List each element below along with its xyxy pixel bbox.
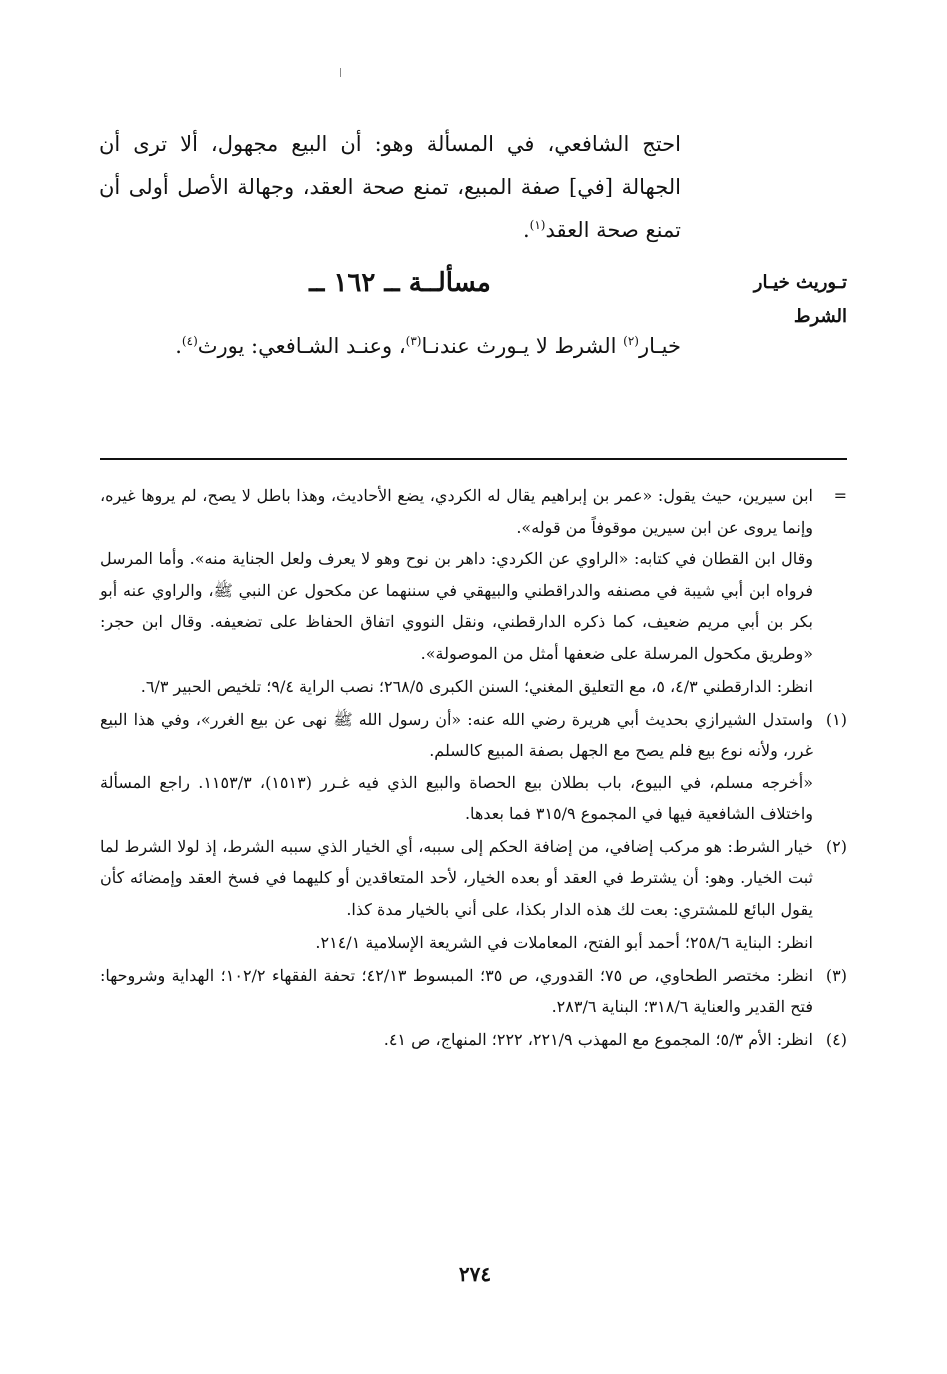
scan-mark xyxy=(340,68,341,77)
footnote-separator xyxy=(100,458,847,460)
opening-paragraph xyxy=(99,123,681,252)
footnote-text: انظر: الأم ٥/٣؛ المجموع مع المهذب ٢٢١/٩، ٢٢٢؛ المنهاج، ص ٤١. xyxy=(383,1029,813,1049)
footnote-text: انظر: مختصر الطحاوي، ص ٧٥؛ القدوري، ص ٣٥؛ المبسوط ٤٢/١٣؛ تحفة الفقهاء ١٠٢/٢؛ الهداية وشروحها: فتح القدير والعناية ٣١٨/٦؛ البناية ٢٨٣/٦. xyxy=(100,965,814,1016)
margin-note: تـوريث خيـار الشرط xyxy=(753,272,847,327)
footnote-continued xyxy=(100,480,847,703)
footnote-mark: (٤) xyxy=(825,1029,847,1049)
footnote-4 xyxy=(100,1024,847,1056)
footnotes xyxy=(100,480,847,1055)
footnote-mark: (٣) xyxy=(825,965,847,985)
footnote-ref[interactable]: (١) xyxy=(529,218,546,232)
footnote-1 xyxy=(100,704,847,830)
footnote-text: خيار الشرط: هو مركب إضافي، من إضافة الحكم إلى سببه، أي الخيار الذي سببه الشرط، إذ لولا الشرط لما ثبت الخيار. وهو: أن يشترط في العقد أو بعده الخيار، لأحد المتعاقدين أو كليهما في فسخ العقد وإمضائه كأن يقول البائع للمشتري: بعت لك هذه الدار بكذا، على أني بالخيار مدة كذا. xyxy=(100,836,813,919)
footnote-mark: (١) xyxy=(825,709,847,729)
page-number: ٢٧٤ xyxy=(458,1262,492,1286)
footnote-text: ابن سيرين، حيث يقول: «عمر بن إبراهيم يقال له الكردي، يضع الأحاديث، وهذا باطل لا يصح، لم يروها غيره، وإنما يروى عن ابن سيرين موقوفاً من قوله». xyxy=(100,486,813,537)
footnote-3 xyxy=(100,960,847,1023)
issue-body: خيـار$^{(٢)}$ الشرط لا يـورث عندنـا$^{(٣)}$، وعنـد الشـافعي: يورث$^{(٤)}$. xyxy=(175,334,681,358)
text-line: احتج الشافعي، في المسألة وهو: أن البيع مجهول، ألا ترى أن الجهالة [في] صفة المبيع، تمنع صحة العقد، وجهالة الأصل أولى أن تمنع صحة العقد$^{(١)}$. xyxy=(99,132,681,242)
footnote-mark: = xyxy=(833,486,847,505)
footnote-2 xyxy=(100,831,847,959)
footnote-text: واستدل الشيرازي بحديث أبي هريرة رضي الله عنه: «أن رسول الله ﷺ نهى عن بيع الغرر»، وفي هذا البيع غرر، ولأنه نوع بيع فلم يصح مع الجهل بصفة المبيع كالسلم. xyxy=(100,709,813,760)
footnote-mark: (٢) xyxy=(825,836,847,856)
footnote-ref[interactable]: (٢) xyxy=(623,334,639,348)
footnote-source: انظر: البناية ٢٥٨/٦؛ أحمد أبو الفتح، المعاملات في الشريعة الإسلامية ٢١٤/١. xyxy=(315,933,813,952)
footnote-text: «أخرجه مسلم، في البيوع، باب بطلان بيع الحصاة والبيع الذي فيه غـرر (١٥١٣)، ١١٥٣/٣. راجع المسألة واختلاف الشافعية فيها في المجموع ٣١٥/٩ فما بعدها. xyxy=(100,772,813,823)
footnote-ref[interactable]: (٤) xyxy=(181,334,198,348)
footnote-source: انظر: الدارقطني ٤/٣، ٥، مع التعليق المغني؛ السنن الكبرى ٢٦٨/٥؛ نصب الراية ٩/٤؛ تلخيص الحبير ٦/٣. xyxy=(140,677,813,696)
issue-heading: مسألــة ــ ١٦٢ ــ xyxy=(309,268,491,298)
footnote-ref[interactable]: (٣) xyxy=(405,334,422,348)
footnote-text: وقال ابن القطان في كتابه: «الراوي عن الكردي: داهر بن نوح وهو لا يعرف ولعل الجناية منه». وأما المرسل فرواه ابن أبي شيبة في مصنفه والدراقطني والبيهقي في سننهما عن مكحول عن النبي ﷺ، والراوي عنه أبو بكر بن أبي مريم ضعيف، كما ذكره الدارقطني، ونقل النووي اتفاق الحفاظ على تضعيفه. وقال ابن حجر: «وطريق مكحول المرسلة على ضعفها أمثل من الموصولة». xyxy=(100,549,814,663)
